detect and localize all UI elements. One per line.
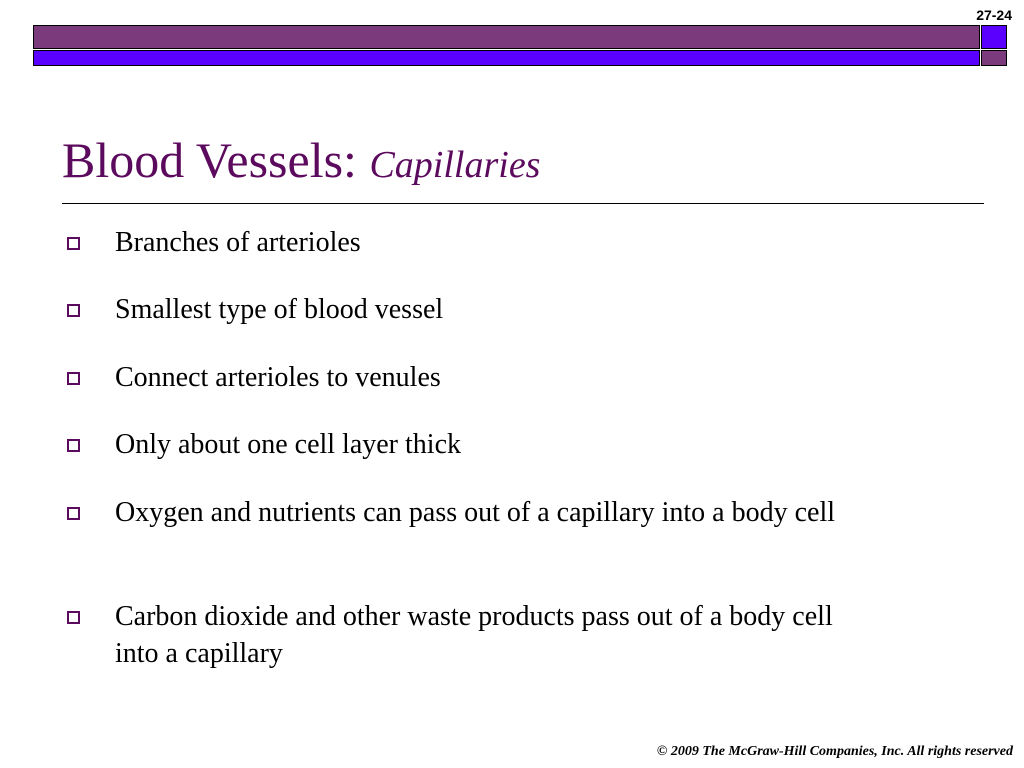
- bullet-text: Connect arterioles to venules: [115, 362, 441, 393]
- slide-title: [62, 128, 540, 197]
- hollow-square-bullet-icon: [67, 611, 80, 624]
- header-bar-bottom: [33, 50, 980, 66]
- hollow-square-bullet-icon: [67, 304, 80, 317]
- header-square-bottom: [981, 50, 1007, 66]
- slide-title-main: Blood Vessels:: [62, 132, 357, 188]
- bullet-text: Only about one cell layer thick: [115, 429, 461, 460]
- header-square-top: [981, 25, 1007, 49]
- header-bar-top: [33, 25, 980, 49]
- bullet-text: Carbon dioxide and other waste products pass out of a body cell into a capillary: [115, 601, 833, 669]
- hollow-square-bullet-icon: [67, 507, 80, 520]
- bullet-text: Smallest type of blood vessel: [115, 294, 444, 325]
- bullet-text: Oxygen and nutrients can pass out of a capillary into a body cell: [115, 497, 836, 528]
- hollow-square-bullet-icon: [67, 439, 80, 452]
- hollow-square-bullet-icon: [67, 237, 80, 250]
- slide-title-sub: Capillaries: [369, 144, 541, 186]
- bullet-text: Branches of arterioles: [115, 227, 361, 258]
- slide-number: 27-24: [976, 7, 1012, 23]
- title-divider: [62, 203, 984, 204]
- hollow-square-bullet-icon: [67, 372, 80, 385]
- copyright-footer: © 2009 The McGraw-Hill Companies, Inc. All rights reserved: [656, 744, 1013, 759]
